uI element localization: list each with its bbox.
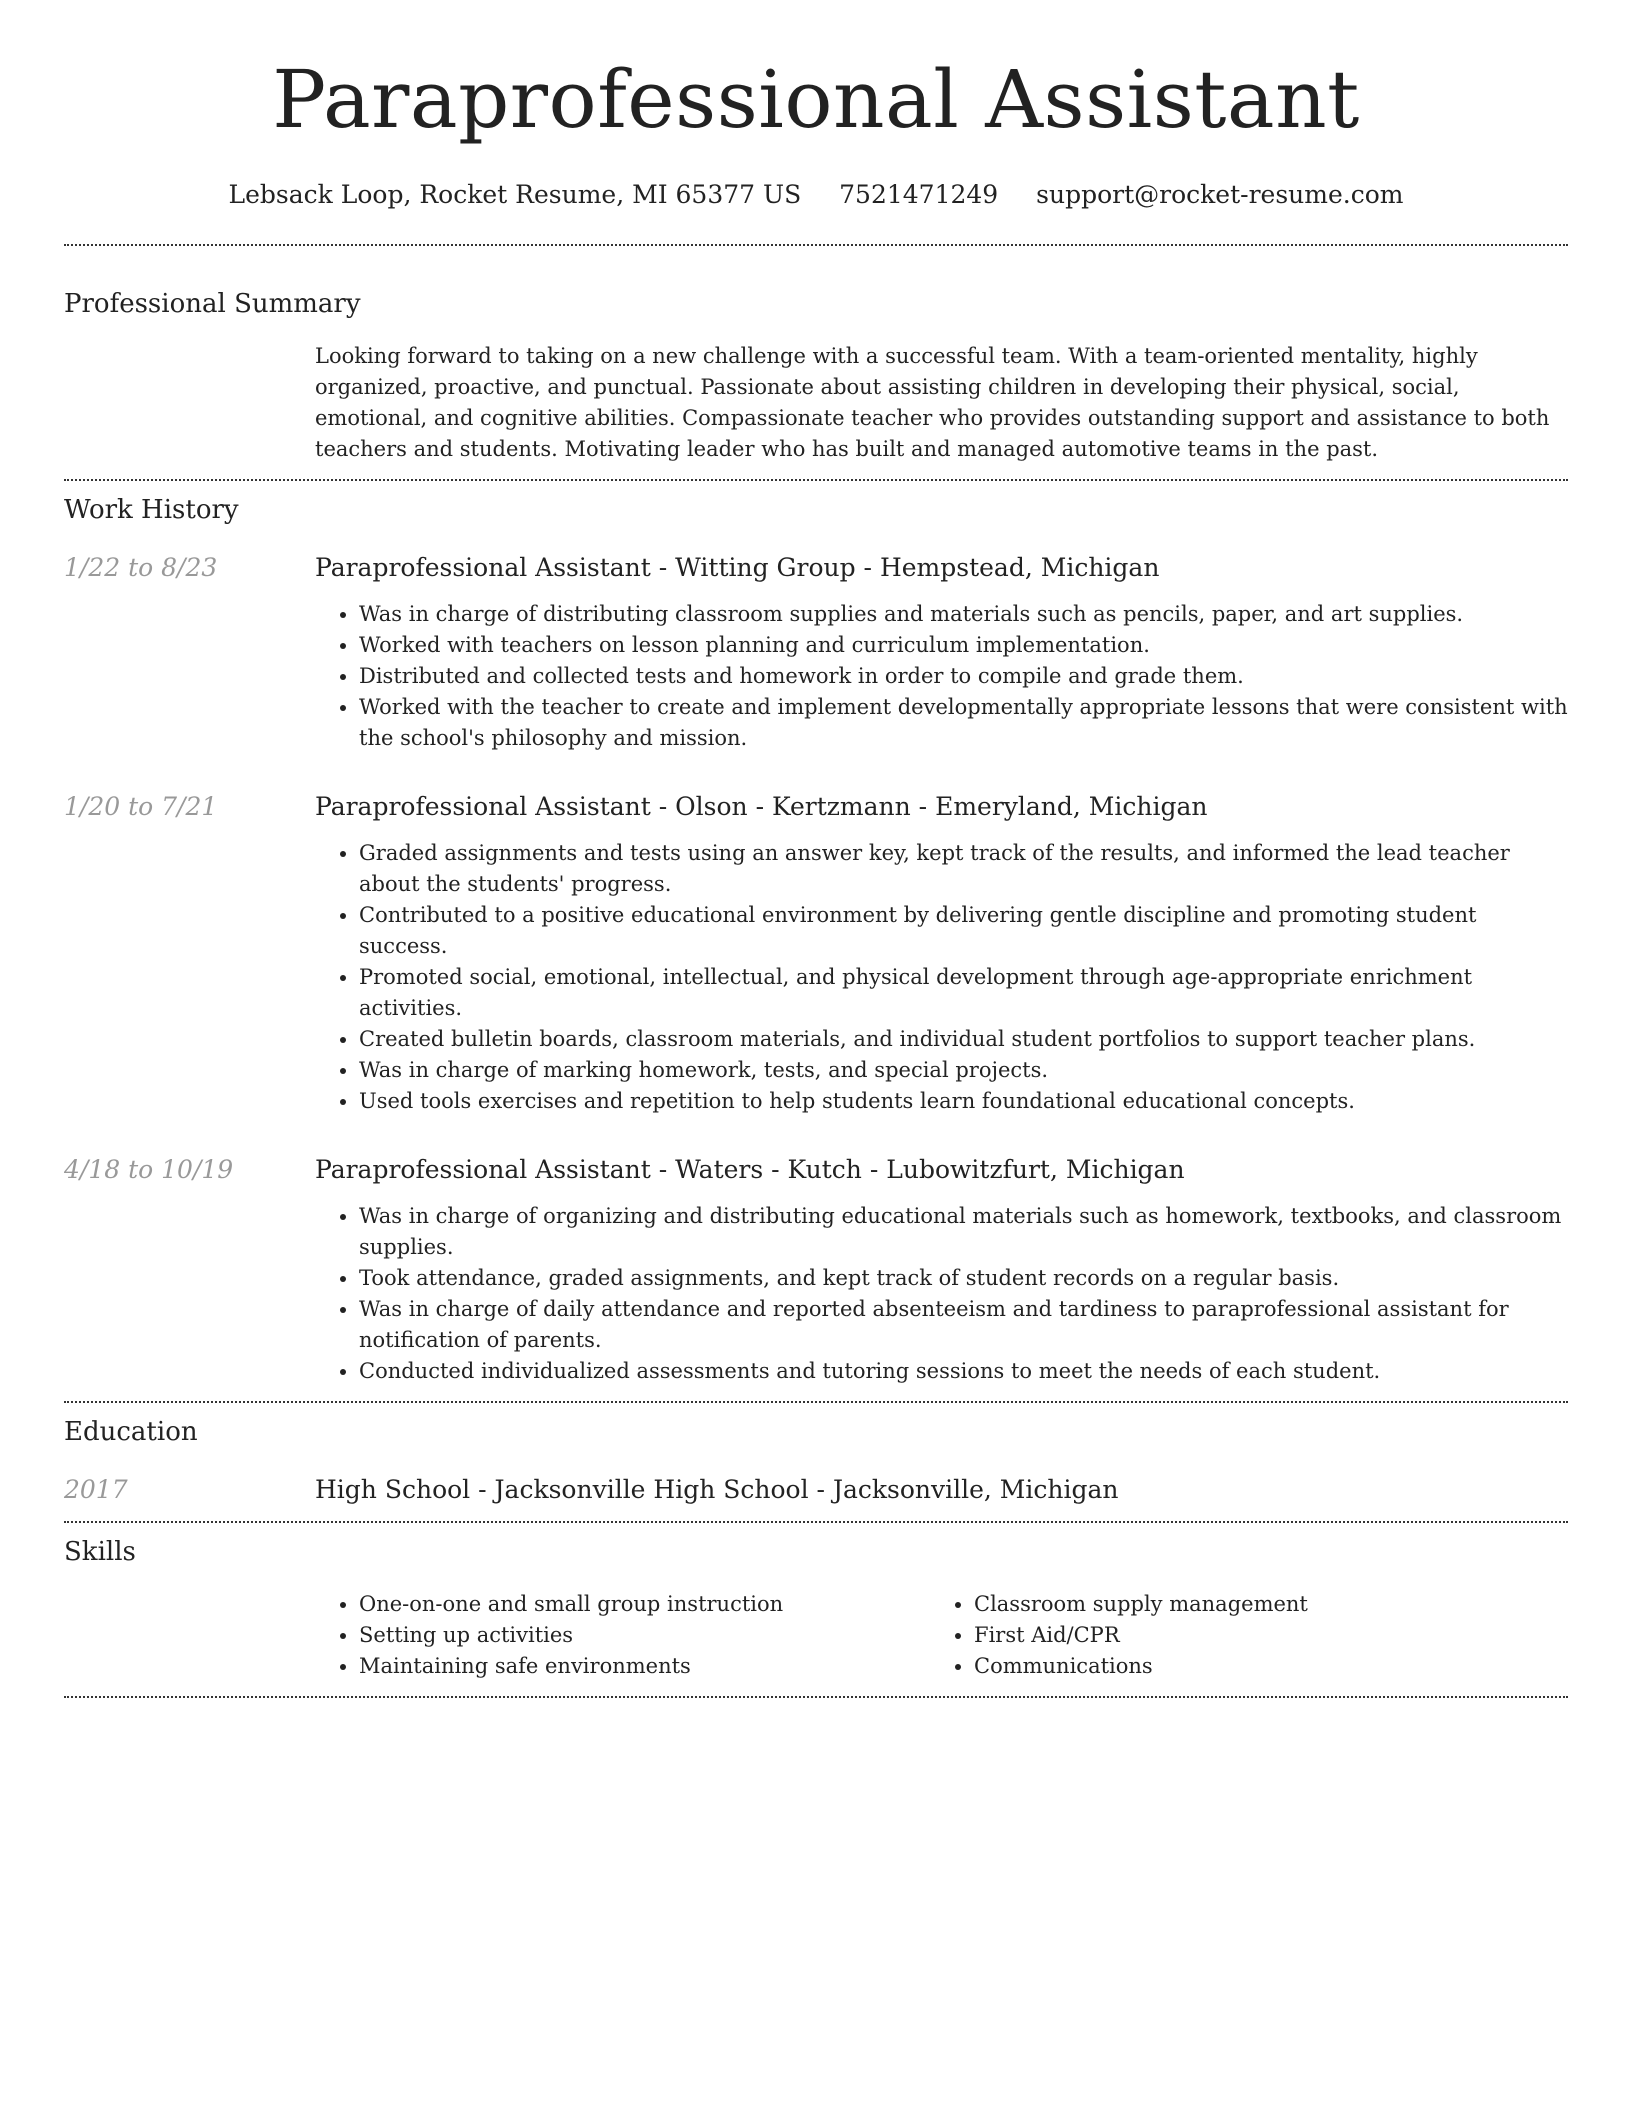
skills-column-1 bbox=[315, 1589, 930, 1682]
skills-left-spacer bbox=[64, 1589, 315, 1682]
divider bbox=[64, 479, 1568, 481]
skill-item: • One-on-one and small group instruction bbox=[359, 1589, 930, 1620]
section-title-work-history: Work History bbox=[64, 495, 239, 525]
job-title: Paraprofessional Assistant - Waters - Kutch - Lubowitzfurt, Michigan bbox=[315, 1155, 1185, 1184]
list-item: • Was in charge of marking homework, tests, and special projects. bbox=[359, 1055, 1568, 1086]
skill-item: • Maintaining safe environments bbox=[359, 1651, 930, 1682]
divider bbox=[64, 1521, 1568, 1523]
education-section bbox=[64, 1415, 1568, 1507]
divider bbox=[64, 244, 1568, 246]
list-item: • Used tools exercises and repetition to help students learn foundational educational concepts. bbox=[359, 1086, 1568, 1117]
education-entry bbox=[64, 1473, 1568, 1507]
job-title: Paraprofessional Assistant - Witting Group - Hempstead, Michigan bbox=[315, 553, 1160, 582]
summary-left-spacer bbox=[64, 341, 315, 465]
list-item: • Promoted social, emotional, intellectual, and physical development through age-appropriate enrichment activities. bbox=[359, 962, 1568, 1024]
skill-item: • Communications bbox=[974, 1651, 1568, 1682]
job-entry bbox=[64, 551, 1568, 754]
divider bbox=[64, 1696, 1568, 1698]
list-item: • Conducted individualized assessments and tutoring sessions to meet the needs of each student. bbox=[359, 1356, 1568, 1387]
list-item: • Worked with teachers on lesson planning and curriculum implementation. bbox=[359, 630, 1568, 661]
job-body bbox=[315, 1153, 1568, 1387]
job-title: Paraprofessional Assistant - Olson - Kertzmann - Emeryland, Michigan bbox=[315, 792, 1208, 821]
list-item: • Created bulletin boards, classroom materials, and individual student portfolios to support teacher plans. bbox=[359, 1024, 1568, 1055]
divider bbox=[64, 1401, 1568, 1403]
job-entry bbox=[64, 1153, 1568, 1387]
list-item: • Was in charge of daily attendance and reported absenteeism and tardiness to paraprofessional assistant for notification of parents. bbox=[359, 1294, 1568, 1356]
summary-body bbox=[315, 341, 1568, 465]
contact-phone: 7521471249 bbox=[839, 180, 999, 209]
summary-row bbox=[64, 341, 1568, 465]
list-item: • Took attendance, graded assignments, and kept track of student records on a regular basis. bbox=[359, 1263, 1568, 1294]
job-bullets bbox=[315, 599, 1568, 754]
education-text: High School - Jacksonville High School - Jacksonville, Michigan bbox=[315, 1475, 1119, 1504]
skill-item: • First Aid/CPR bbox=[974, 1620, 1568, 1651]
skills-grid bbox=[315, 1589, 1568, 1682]
skills-section bbox=[64, 1535, 1568, 1682]
list-item: • Was in charge of distributing classroom supplies and materials such as pencils, paper, and art supplies. bbox=[359, 599, 1568, 630]
resume-name: Paraprofessional Assistant bbox=[272, 53, 1360, 146]
job-dates: 1/22 to 8/23 bbox=[64, 553, 218, 582]
list-item: • Contributed to a positive educational environment by delivering gentle discipline and promoting student success. bbox=[359, 900, 1568, 962]
contact-address: Lebsack Loop, Rocket Resume, MI 65377 US bbox=[228, 180, 802, 209]
skills-row bbox=[64, 1589, 1568, 1682]
work-history-section bbox=[64, 493, 1568, 1387]
list-item: • Distributed and collected tests and homework in order to compile and grade them. bbox=[359, 661, 1568, 692]
job-body bbox=[315, 551, 1568, 754]
job-entry bbox=[64, 790, 1568, 1117]
list-item: • Graded assignments and tests using an answer key, kept track of the results, and informed the lead teacher about the students' progress. bbox=[359, 838, 1568, 900]
education-year: 2017 bbox=[64, 1475, 128, 1504]
contact-line bbox=[64, 178, 1568, 212]
job-bullets bbox=[315, 1201, 1568, 1387]
section-title-education: Education bbox=[64, 1417, 198, 1447]
contact-email: support@rocket-resume.com bbox=[1036, 180, 1404, 209]
job-dates: 4/18 to 10/19 bbox=[64, 1155, 234, 1184]
education-body bbox=[315, 1473, 1568, 1507]
summary-section bbox=[64, 287, 1568, 465]
job-body bbox=[315, 790, 1568, 1117]
job-bullets bbox=[315, 838, 1568, 1117]
list-item: • Worked with the teacher to create and implement developmentally appropriate lessons that were consistent with the school's philosophy and mission. bbox=[359, 692, 1568, 754]
section-title-skills: Skills bbox=[64, 1537, 136, 1567]
job-dates: 1/20 to 7/21 bbox=[64, 792, 218, 821]
section-title-summary: Professional Summary bbox=[64, 289, 361, 319]
skills-column-2 bbox=[930, 1589, 1568, 1682]
summary-text: Looking forward to taking on a new challenge with a successful team. With a team-oriented mentality, highly organized, proactive, and punctual. Passionate about assisting children in developing their physical, social, emotional, and cognitive abilities. Compassionate teacher who provides outstanding support and assistance to both teachers and students. Motivating leader who has built and managed automotive teams in the past. bbox=[315, 344, 1550, 461]
skill-item: • Classroom supply management bbox=[974, 1589, 1568, 1620]
skill-item: • Setting up activities bbox=[359, 1620, 930, 1651]
list-item: • Was in charge of organizing and distributing educational materials such as homework, textbooks, and classroom supplies. bbox=[359, 1201, 1568, 1263]
